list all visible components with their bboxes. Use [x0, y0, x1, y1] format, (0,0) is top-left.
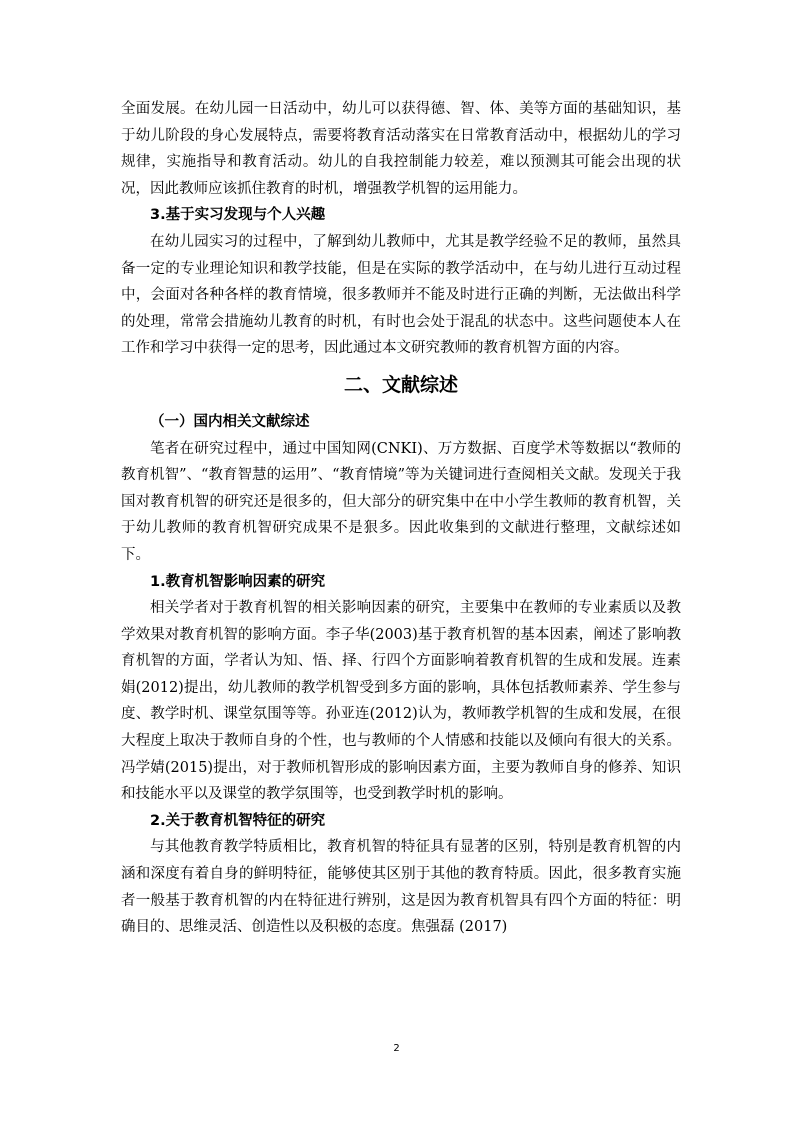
heading-features: 2.关于教育机智特征的研究: [150, 812, 326, 829]
document-body: [121, 96, 681, 941]
heading-internship-interest: 3.基于实习发现与个人兴趣: [150, 207, 326, 224]
paragraph-internship: 在幼儿园实习的过程中，了解到幼儿教师中，尤其是教学经验不足的教师，虽然具备一定的专业理论知识和教学技能，但是在实际的教学活动中，在与幼儿进行互动过程中，会面对各种各样的教育情境，很多教师并不能及时进行正确的判断，无法做出科学的处理，常常会措施幼儿教育的时机，有时也会处于混乱的状态中。这些问题使本人在工作和学习中获得一定的思考，因此通过本文研究教师的教育机智方面的内容。: [121, 233, 681, 357]
subheading-domestic-literature: （一）国内相关文献综述: [150, 413, 310, 430]
paragraph-features: 与其他教育教学特质相比，教育机智的特征具有显著的区别，特别是教育机智的内涵和深度有着自身的鲜明特征，能够使其区别于其他的教育特质。因此，很多教育实施者一般基于教育机智的内在特征进行辨别，这是因为教育机智具有四个方面的特征：明确目的、思维灵活、创造性以及积极的态度。焦强磊 (2017): [121, 839, 681, 936]
paragraph-influencing-factors: 相关学者对于教育机智的相关影响因素的研究，主要集中在教师的专业素质以及教学效果对教育机智的影响方面。李子华(2003)基于教育机智的基本因素，阐述了影响教育机智的方面，学者认为知、悟、择、行四个方面影响着教育机智的生成和发展。连素娟(2012)提出，幼儿教师的教学机智受到多方面的影响，具体包括教师素养、学生参与度、教学时机、课堂氛围等等。孙亚连(2012)认为，教师教学机智的生成和发展，在很大程度上取决于教师自身的个性，也与教师的个人情感和技能以及倾向有很大的关系。冯学婧(2015)提出，对于教师机智形成的影响因素方面，主要为教师自身的修养、知识和技能水平以及课堂的教学氛围等，也受到教学时机的影响。: [121, 600, 681, 803]
paragraph-research-method: 笔者在研究过程中，通过中国知网(CNKI)、万方数据、百度学术等数据以“教师的教育机智”、“教育智慧的运用”、“教育情境”等为关键词进行查阅相关文献。发现关于我国对教育机智的研究还是很多的，但大部分的研究集中在中小学生教师的教育机智，关于幼儿教师的教育机智研究成果不是狠多。因此收集到的文献进行整理，文献综述如下。: [121, 440, 681, 563]
paragraph-intro-continued: 全面发展。在幼儿园一日活动中，幼儿可以获得德、智、体、美等方面的基础知识，基于幼儿阶段的身心发展特点，需要将教育活动落实在日常教育活动中，根据幼儿的学习规律，实施指导和教育活动。幼儿的自我控制能力较差，难以预测其可能会出现的状况，因此教师应该抓住教育的时机，增强教学机智的运用能力。: [121, 101, 681, 197]
section-title-literature-review: 二、文献综述: [343, 373, 458, 396]
page-number: 2: [393, 1043, 400, 1054]
heading-influencing-factors: 1.教育机智影响因素的研究: [150, 573, 326, 590]
